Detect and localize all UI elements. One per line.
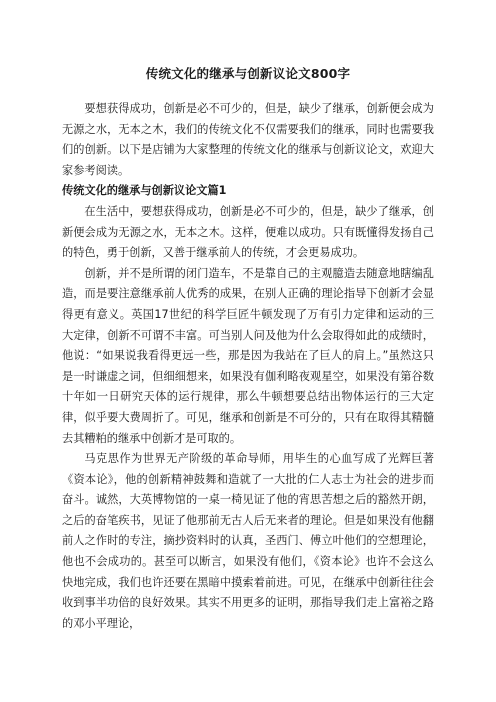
body-paragraph-3: 马克思作为世界无产阶级的革命导师，用毕生的心血写成了光辉巨著《资本论》，他的创新精神鼓舞和造就了一大批的仁人志士为社会的进步而奋斗。诚然，大英博物馆的一桌一椅见证了他的宵思苦想之后的豁然开朗，之后的奋笔疾书，见证了他那前无古人后无来者的理论。但是如果没有他翻前人之作时的专注，摘抄资料时的认真，圣西门、傅立叶他们的空想理论，他也不会成功的。甚至可以断言，如果没有他们，《资本论》也许不会这么快地完成，我们也许还要在黑暗中摸索着前进。可见，在继承中创新往往会收到事半功倍的良好效果。其实不用更多的证明，那指导我们走上富裕之路的邓小平理论，	[62, 452, 434, 630]
section-heading: 传统文化的继承与创新议论文篇1	[62, 184, 227, 198]
document-title: 传统文化的继承与创新议论文800字	[145, 66, 351, 81]
intro-paragraph: 要想获得成功，创新是必不可少的，但是，缺少了继承，创新便会成为无源之水，无本之木，我们的传统文化不仅需要我们的继承，同时也需要我们的创新。以下是店铺为大家整理的传统文化的继承与创新议论文，欢迎大家参考阅读。	[62, 102, 434, 177]
body-paragraph-1: 在生活中，要想获得成功，创新是必不可少的，但是，缺少了继承，创新便会成为无源之水，无本之木。这样，便难以成功。只有既懂得发扬自己的特色，勇于创新，又善于继承前人的传统，才会更易成功。	[62, 204, 434, 260]
body-paragraph-2: 创新，并不是所谓的闭门造车，不是靠自己的主观臆造去随意地瞎编乱造，而是要注意继承前人优秀的成果，在别人正确的理论指导下创新才会显得更有意义。英国17世纪的科学巨匠牛顿发现了万有引力定律和运动的三大定律，创新不可谓不丰富。可当别人问及他为什么会取得如此的成绩时，他说：“如果说我看得更远一些，那是因为我站在了巨人的肩上。”虽然这只是一时谦虚之词，但细细想来，如果没有伽利略夜观星空，如果没有第谷数十年如一日研究天体的运行规律，那么牛顿想要总结出物体运行的三大定律，似乎要大费周折了。可见，继承和创新是不可分的，只有在取得其精髓去其糟粕的继承中创新才是可取的。	[62, 266, 434, 445]
